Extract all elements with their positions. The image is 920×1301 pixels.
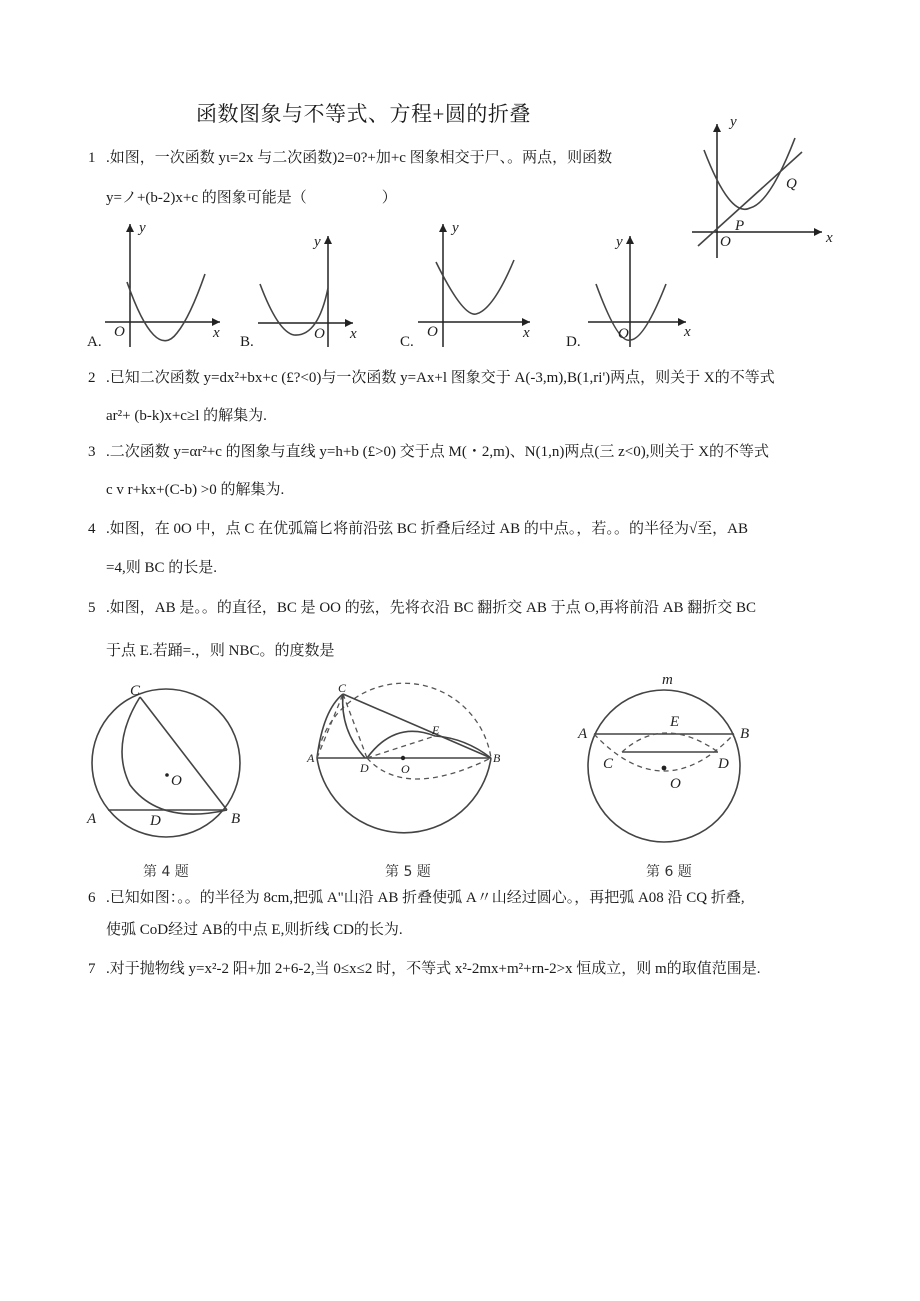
- svg-text:O: O: [401, 762, 410, 776]
- caption-question-4: 第 4 题: [143, 864, 189, 880]
- question-7-line-1: 7 .对于抛物线 y=x²-2 阳+加 2+6-2,当 0≤x≤2 时，不等式 x²-2mx+m²+rn-2>x 恒成立，则 m的取值范围是.: [88, 961, 761, 977]
- figure-question-4: [85, 685, 255, 845]
- svg-text:E: E: [670, 714, 680, 730]
- question-5-line-2: 于点 E.若踊=.，则 NBC。的度数是: [106, 643, 335, 659]
- option-a-label[interactable]: A.: [87, 334, 102, 350]
- question-4-line-1: 4 .如图，在 0O 中，点 C 在优弧篇匕将前沿弦 BC 折叠后经过 AB 的中点。，若。。的半径为√至，AB: [88, 521, 749, 537]
- figure-question-5: [305, 680, 505, 855]
- svg-text:O: O: [427, 324, 438, 340]
- option-c-graph: [418, 222, 538, 347]
- svg-text:A: A: [578, 726, 588, 742]
- x-axis-label: x: [826, 230, 833, 246]
- q1-reference-graph: [690, 114, 840, 258]
- svg-text:O: O: [114, 324, 125, 340]
- question-3-line-1: 3 .二次函数 y=αr²+c 的图象与直线 y=h+b (£>0) 交于点 M(・2,m)、N(1,n)两点(三 z<0),则关于 X的不等式: [88, 444, 770, 460]
- svg-text:x: x: [523, 325, 530, 341]
- svg-text:O: O: [670, 776, 681, 792]
- option-d-graph: [588, 232, 698, 347]
- figure-question-6: [578, 668, 763, 853]
- caption-question-6: 第 6 题: [646, 864, 692, 880]
- svg-text:A: A: [87, 811, 97, 827]
- svg-text:O: O: [171, 773, 182, 789]
- point-p-label: P: [735, 218, 745, 234]
- point-q-label: Q: [786, 176, 797, 192]
- svg-text:D: D: [360, 761, 369, 775]
- option-c-label[interactable]: C.: [400, 334, 414, 350]
- page-title: 函数图象与不等式、方程+圆的折叠: [196, 102, 531, 126]
- origin-label: O: [720, 234, 731, 250]
- caption-question-5: 第 5 题: [385, 864, 431, 880]
- question-2-line-1: 2 .已知二次函数 y=dx²+bx+c (£?<0)与一次函数 y=Ax+l 图象交于 A(-3,m),B(1,ri')两点，则关于 X的不等式: [88, 370, 775, 386]
- question-6-line-1: 6 .已知如图：。。的半径为 8cm,把弧 A"山沿 AB 折叠使弧 A〃山经过圆心。，再把弧 A08 沿 CQ 折叠,: [88, 890, 745, 906]
- question-3-line-2: c v r+kx+(C-b) >0 的解集为.: [106, 482, 285, 498]
- svg-text:C: C: [130, 683, 141, 699]
- svg-text:B: B: [493, 751, 501, 765]
- svg-text:y: y: [616, 234, 623, 250]
- svg-text:A: A: [307, 751, 315, 765]
- svg-text:D: D: [718, 756, 729, 772]
- question-6-line-2: 使弧 CoD经过 AB的中点 E,则折线 CD的长为.: [106, 922, 403, 938]
- svg-text:C: C: [603, 756, 614, 772]
- question-4-line-2: =4,则 BC 的长是.: [106, 560, 217, 576]
- question-1-line-1: 1 .如图，一次函数 yι=2x 与二次函数)2=0?+加+c 图象相交于尸、。两点，则函数: [88, 150, 613, 166]
- svg-text:B: B: [740, 726, 750, 742]
- svg-text:D: D: [150, 813, 161, 829]
- svg-text:O: O: [314, 326, 325, 342]
- svg-text:C: C: [338, 681, 347, 695]
- svg-text:B: B: [231, 811, 241, 827]
- question-1-line-2: y=ノ+(b-2)x+c 的图象可能是（ ）: [106, 190, 397, 206]
- svg-text:x: x: [684, 324, 691, 340]
- option-b-graph: [258, 232, 368, 347]
- question-2-line-2: ar²+ (b-k)x+c≥l 的解集为.: [106, 408, 267, 424]
- svg-text:y: y: [452, 220, 459, 236]
- option-b-label[interactable]: B.: [240, 334, 254, 350]
- option-a-graph: [105, 222, 230, 347]
- question-5-line-1: 5 .如图，AB 是。。的直径，BC 是 OO 的弦，先将衣沿 BC 翻折交 AB 于点 O,再将前沿 AB 翻折交 BC: [88, 600, 757, 616]
- svg-text:x: x: [350, 326, 357, 342]
- option-d-label[interactable]: D.: [566, 334, 581, 350]
- y-axis-label: y: [730, 114, 737, 130]
- svg-text:y: y: [314, 234, 321, 250]
- svg-text:y: y: [139, 220, 146, 236]
- svg-text:E: E: [432, 723, 440, 737]
- svg-text:O: O: [618, 326, 629, 342]
- svg-text:m: m: [662, 672, 673, 688]
- svg-text:x: x: [213, 325, 220, 341]
